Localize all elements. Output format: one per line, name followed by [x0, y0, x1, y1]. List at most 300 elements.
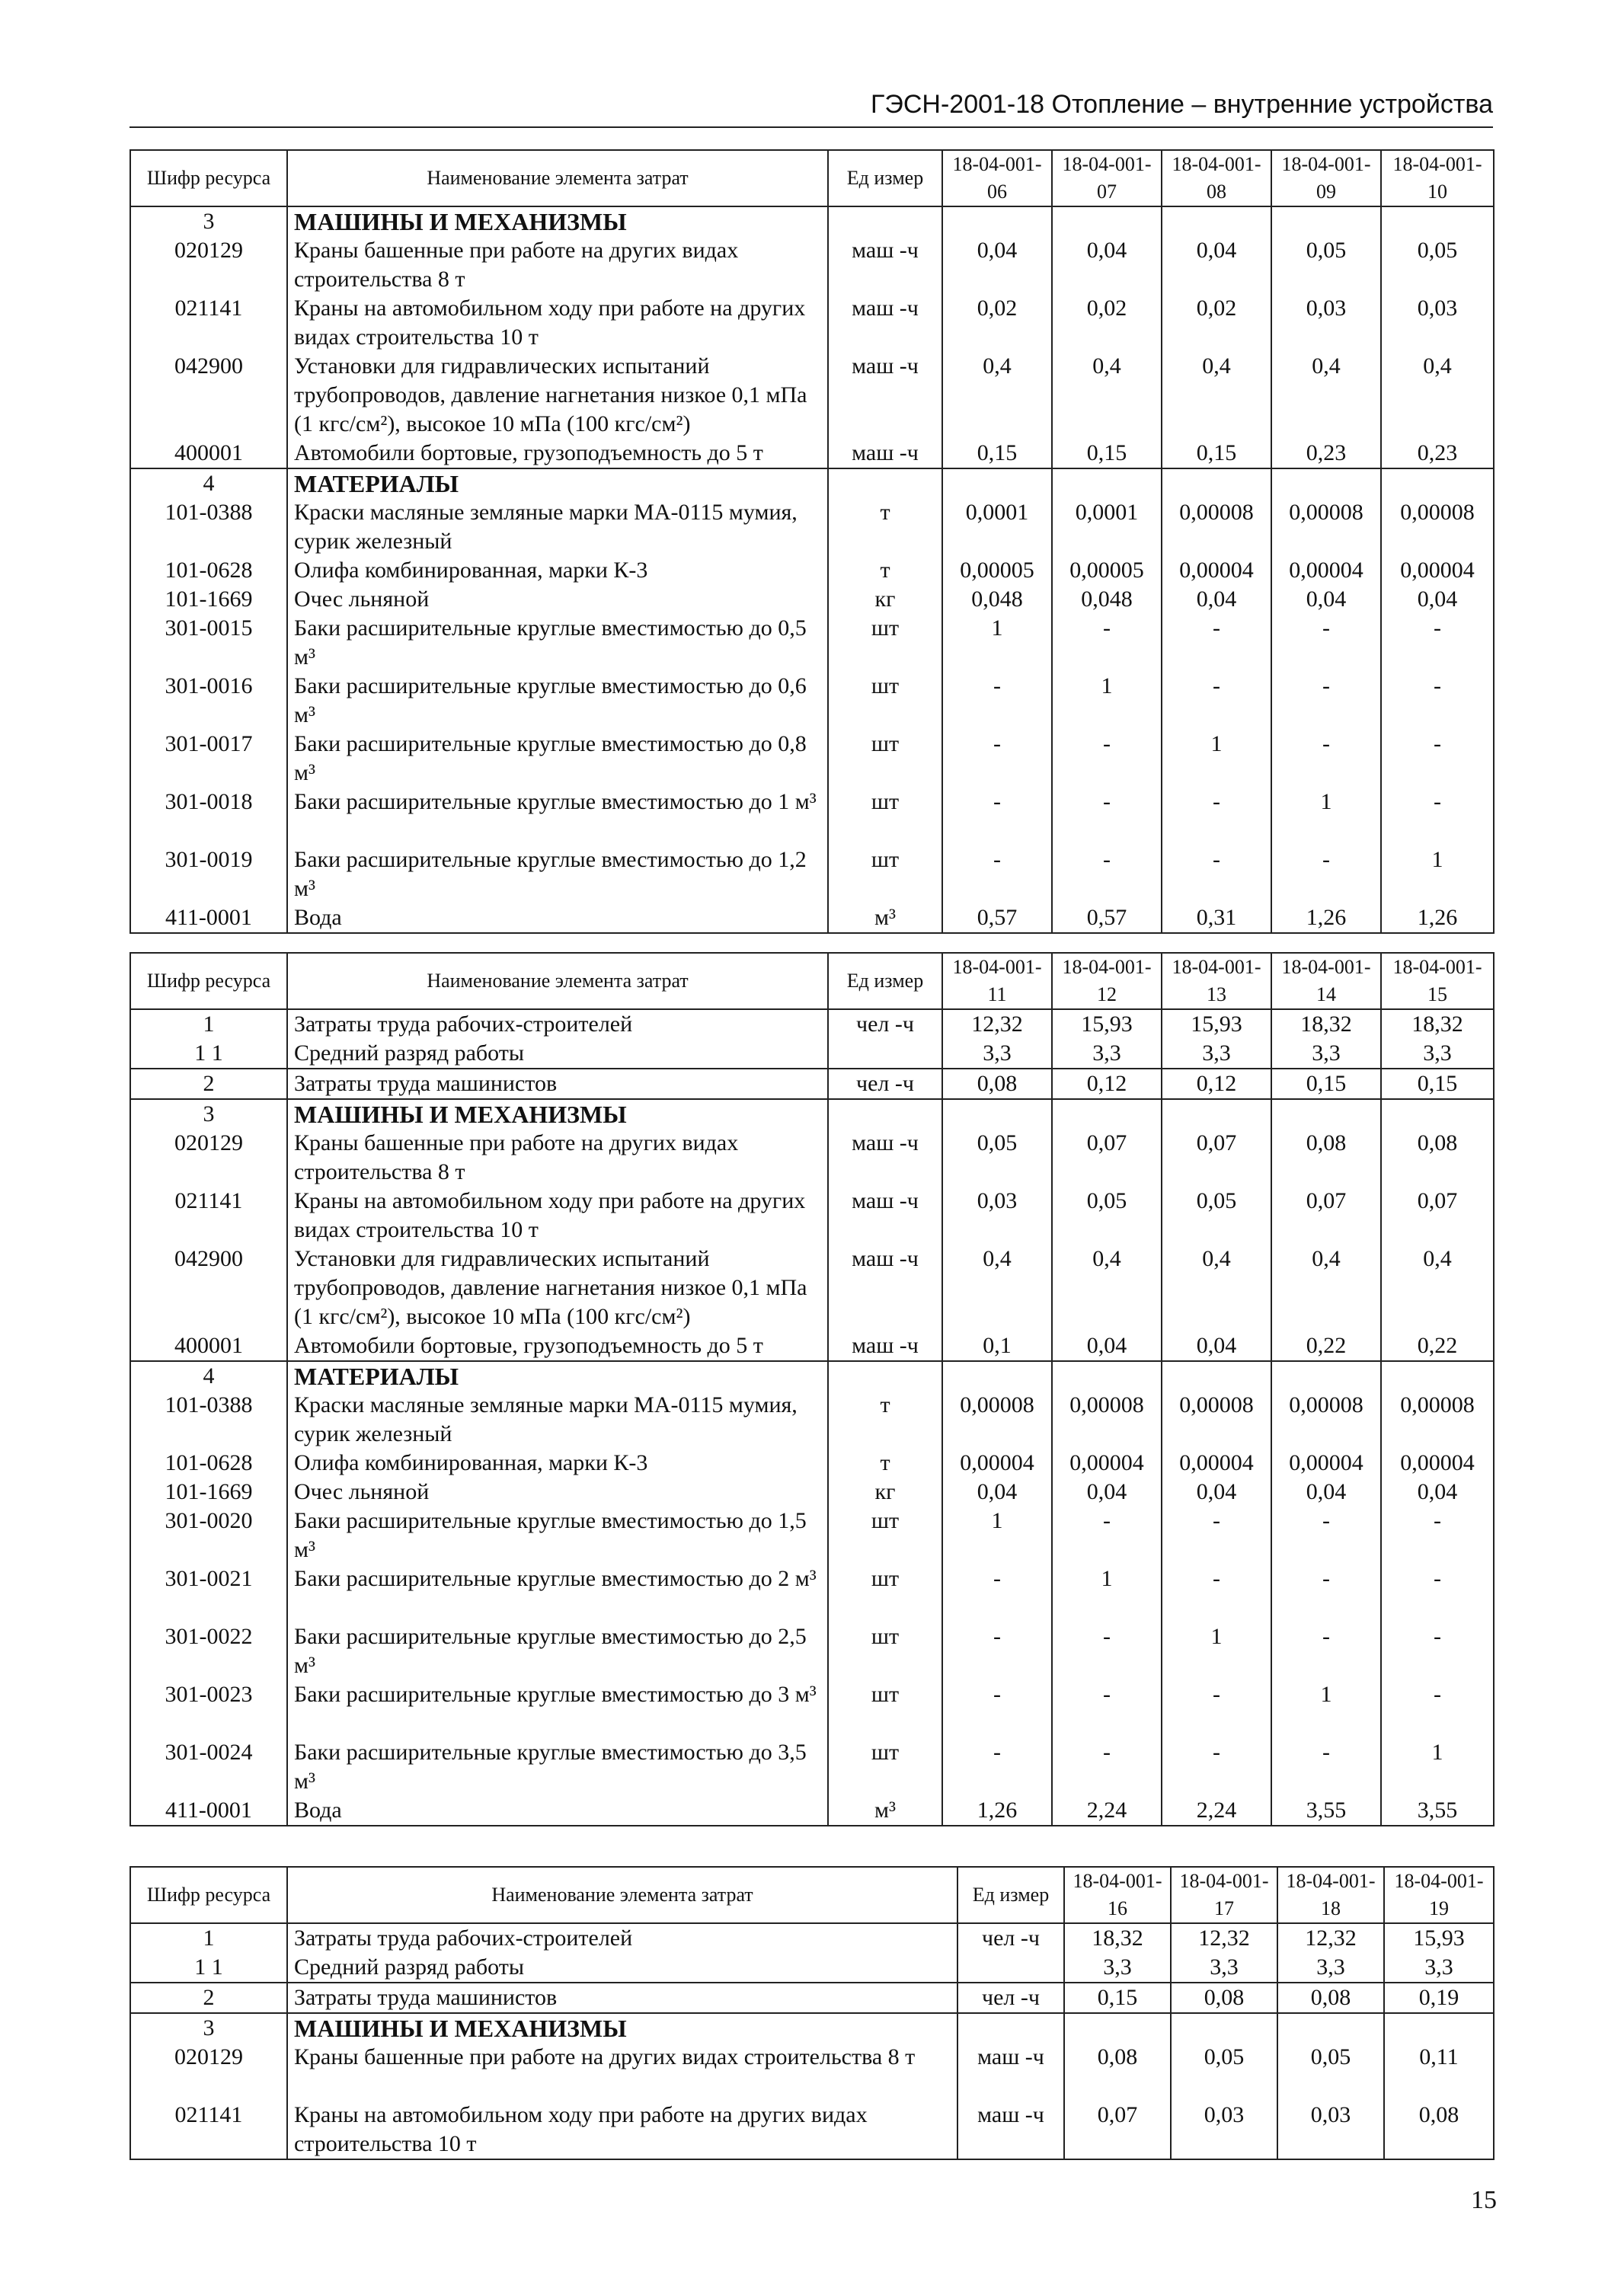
table-row	[130, 1983, 1494, 2013]
value-cell: 1	[1271, 788, 1381, 845]
table-row	[130, 1069, 1494, 1099]
resource-name: Баки расширительные круглые вместимостью до 2,5 м³	[287, 1622, 828, 1680]
value-cell: 0,04	[1052, 1331, 1162, 1361]
resource-code: 020129	[130, 236, 287, 294]
resource-table-1	[129, 149, 1495, 934]
resource-name: Очес льняной	[287, 585, 828, 614]
value-cell: -	[1271, 672, 1381, 730]
value-cell: 0,00004	[1271, 556, 1381, 585]
header-code: Шифр ресурса	[130, 953, 287, 1009]
resource-code: 021141	[130, 2101, 287, 2159]
value-cell: -	[1381, 1680, 1494, 1738]
unit: маш -ч	[828, 1187, 942, 1245]
value-cell: 0,12	[1052, 1069, 1162, 1099]
value-cell: 0,4	[1381, 352, 1494, 439]
value-cell: 1,26	[942, 1796, 1052, 1826]
resource-name: Затраты труда рабочих-строителей	[287, 1923, 957, 1953]
value-cell	[1381, 1099, 1494, 1129]
table-row	[130, 1187, 1494, 1245]
resource-code: 301-0021	[130, 1564, 287, 1622]
resource-code: 042900	[130, 1245, 287, 1331]
resource-table-3	[129, 1866, 1495, 2160]
value-cell: 0,57	[1052, 903, 1162, 933]
unit: шт	[828, 1507, 942, 1564]
value-cell: 0,04	[1381, 1478, 1494, 1507]
value-cell: 3,3	[1052, 1039, 1162, 1069]
unit: чел -ч	[957, 1923, 1064, 1953]
value-cell: 15,93	[1162, 1009, 1271, 1039]
value-cell: 0,04	[942, 1478, 1052, 1507]
resource-name: Вода	[287, 903, 828, 933]
header-col: 18-04-001-13	[1162, 953, 1271, 1009]
value-cell: 0,08	[1271, 1129, 1381, 1187]
value-cell: 0,03	[1277, 2101, 1384, 2159]
unit: маш -ч	[828, 1129, 942, 1187]
value-cell: 0,0001	[942, 498, 1052, 556]
value-cell: -	[1052, 1680, 1162, 1738]
resource-code: 3	[130, 1099, 287, 1129]
value-cell: 0,08	[1381, 1129, 1494, 1187]
resource-code: 400001	[130, 439, 287, 468]
value-cell: 0,08	[1171, 1983, 1277, 2013]
value-cell: 0,02	[1162, 294, 1271, 352]
resource-code: 301-0023	[130, 1680, 287, 1738]
value-cell	[1271, 1099, 1381, 1129]
value-cell: 1	[1162, 730, 1271, 788]
value-cell: 0,07	[1381, 1187, 1494, 1245]
resource-name: Краски масляные земляные марки МА-0115 мумия, сурик железный	[287, 498, 828, 556]
value-cell: 0,08	[1384, 2101, 1494, 2159]
value-cell: 0,57	[942, 903, 1052, 933]
value-cell: -	[1052, 1507, 1162, 1564]
value-cell: 0,04	[1162, 585, 1271, 614]
value-cell: 18,32	[1381, 1009, 1494, 1039]
value-cell: 0,31	[1162, 903, 1271, 933]
value-cell: -	[1052, 788, 1162, 845]
value-cell: -	[1271, 1622, 1381, 1680]
value-cell: -	[1052, 1738, 1162, 1796]
value-cell: -	[1052, 845, 1162, 903]
resource-name: Очес льняной	[287, 1478, 828, 1507]
table-row	[130, 672, 1494, 730]
value-cell	[1052, 468, 1162, 498]
value-cell: 0,00005	[1052, 556, 1162, 585]
resource-name: Баки расширительные круглые вместимостью до 3 м³	[287, 1680, 828, 1738]
unit: маш -ч	[828, 1245, 942, 1331]
value-cell	[942, 1361, 1052, 1391]
table-row	[130, 730, 1494, 788]
resource-code: 301-0017	[130, 730, 287, 788]
value-cell: 0,04	[1271, 585, 1381, 614]
resource-name: Баки расширительные круглые вместимостью до 0,5 м³	[287, 614, 828, 672]
header-col: 18-04-001-11	[942, 953, 1052, 1009]
value-cell: 1	[1052, 672, 1162, 730]
value-cell: 0,00005	[942, 556, 1052, 585]
resource-code: 101-1669	[130, 1478, 287, 1507]
value-cell: 0,07	[1162, 1129, 1271, 1187]
value-cell: 3,3	[942, 1039, 1052, 1069]
value-cell: 0,4	[1271, 1245, 1381, 1331]
header-name: Наименование элемента затрат	[287, 1867, 957, 1923]
resource-name: Автомобили бортовые, грузоподъемность до 5 т	[287, 439, 828, 468]
value-cell: 0,04	[1162, 1331, 1271, 1361]
table-row	[130, 1099, 1494, 1129]
table-row	[130, 1923, 1494, 1953]
value-cell: -	[942, 788, 1052, 845]
header-col: 18-04-001-18	[1277, 1867, 1384, 1923]
value-cell: 0,23	[1271, 439, 1381, 468]
value-cell: 0,05	[942, 1129, 1052, 1187]
value-cell: 0,05	[1271, 236, 1381, 294]
resource-code: 301-0024	[130, 1738, 287, 1796]
resource-code: 021141	[130, 1187, 287, 1245]
table-row	[130, 1796, 1494, 1826]
table-row	[130, 1449, 1494, 1478]
value-cell: 0,07	[1064, 2101, 1171, 2159]
resource-name: Олифа комбинированная, марки К-3	[287, 556, 828, 585]
value-cell: 15,93	[1384, 1923, 1494, 1953]
resource-code: 1	[130, 1009, 287, 1039]
value-cell: 0,00008	[1271, 498, 1381, 556]
value-cell: -	[1271, 1564, 1381, 1622]
unit: шт	[828, 614, 942, 672]
value-cell: -	[1381, 614, 1494, 672]
value-cell	[1271, 468, 1381, 498]
value-cell: 1	[1381, 845, 1494, 903]
table-header-row	[130, 150, 1494, 206]
value-cell	[1171, 2013, 1277, 2043]
value-cell	[1052, 1361, 1162, 1391]
value-cell: -	[942, 1680, 1052, 1738]
section-title: МАШИНЫ И МЕХАНИЗМЫ	[287, 206, 828, 236]
unit	[828, 1099, 942, 1129]
value-cell: -	[942, 1738, 1052, 1796]
resource-code: 101-0388	[130, 498, 287, 556]
unit: шт	[828, 845, 942, 903]
unit: маш -ч	[828, 352, 942, 439]
value-cell: -	[1381, 730, 1494, 788]
table-header-row	[130, 953, 1494, 1009]
value-cell: 0,15	[1271, 1069, 1381, 1099]
resource-code: 101-0628	[130, 1449, 287, 1478]
resource-name: Краны башенные при работе на других видах строительства 8 т	[287, 2043, 957, 2101]
value-cell: -	[942, 730, 1052, 788]
value-cell: -	[1162, 672, 1271, 730]
resource-code: 1	[130, 1923, 287, 1953]
resource-code: 101-1669	[130, 585, 287, 614]
table-row	[130, 1622, 1494, 1680]
value-cell	[1381, 468, 1494, 498]
value-cell: -	[1052, 730, 1162, 788]
resource-code: 301-0016	[130, 672, 287, 730]
value-cell: 0,0001	[1052, 498, 1162, 556]
unit: шт	[828, 1738, 942, 1796]
resource-name: Средний разряд работы	[287, 1039, 828, 1069]
value-cell: 3,3	[1384, 1953, 1494, 1983]
value-cell: 3,3	[1277, 1953, 1384, 1983]
table-row	[130, 1331, 1494, 1361]
resource-name: Установки для гидравлических испытаний трубопроводов, давление нагнетания низкое 0,1 мПа (1 кгс/см²), высокое 10 мПа (100 кгс/см²)	[287, 352, 828, 439]
value-cell: 0,4	[942, 1245, 1052, 1331]
value-cell: 3,3	[1271, 1039, 1381, 1069]
value-cell: 3,3	[1381, 1039, 1494, 1069]
value-cell: 0,03	[1271, 294, 1381, 352]
value-cell: -	[942, 845, 1052, 903]
header-unit: Ед измер	[957, 1867, 1064, 1923]
value-cell: 0,08	[1064, 2043, 1171, 2101]
resource-name: Краны на автомобильном ходу при работе на других видах строительства 10 т	[287, 294, 828, 352]
value-cell: 0,15	[1064, 1983, 1171, 2013]
value-cell: 0,00008	[942, 1391, 1052, 1449]
value-cell: 0,08	[942, 1069, 1052, 1099]
value-cell: 0,04	[1271, 1478, 1381, 1507]
value-cell	[1052, 206, 1162, 236]
unit: м³	[828, 1796, 942, 1826]
value-cell: 1,26	[1271, 903, 1381, 933]
header-name: Наименование элемента затрат	[287, 150, 828, 206]
unit: шт	[828, 788, 942, 845]
unit: т	[828, 1391, 942, 1449]
value-cell: 1	[1162, 1622, 1271, 1680]
value-cell: -	[1162, 845, 1271, 903]
resource-code: 2	[130, 1983, 287, 2013]
header-col: 18-04-001-06	[942, 150, 1052, 206]
table-row	[130, 1478, 1494, 1507]
value-cell: 2,24	[1052, 1796, 1162, 1826]
value-cell: 0,05	[1171, 2043, 1277, 2101]
value-cell	[1381, 206, 1494, 236]
unit	[957, 2013, 1064, 2043]
unit: чел -ч	[828, 1009, 942, 1039]
table-row	[130, 1680, 1494, 1738]
value-cell: 0,15	[1052, 439, 1162, 468]
header-col: 18-04-001-07	[1052, 150, 1162, 206]
unit	[828, 1039, 942, 1069]
value-cell: 0,00008	[1162, 498, 1271, 556]
unit	[828, 206, 942, 236]
table-row	[130, 585, 1494, 614]
table-row	[130, 1245, 1494, 1331]
resource-code: 101-0628	[130, 556, 287, 585]
value-cell: 0,07	[1271, 1187, 1381, 1245]
table-row	[130, 1738, 1494, 1796]
unit: т	[828, 1449, 942, 1478]
unit: шт	[828, 730, 942, 788]
value-cell: -	[1052, 1622, 1162, 1680]
table-row	[130, 614, 1494, 672]
value-cell: 0,00008	[1162, 1391, 1271, 1449]
table-row	[130, 1507, 1494, 1564]
value-cell: 3,3	[1064, 1953, 1171, 1983]
value-cell: 3,3	[1162, 1039, 1271, 1069]
value-cell: 0,00008	[1271, 1391, 1381, 1449]
unit: чел -ч	[957, 1983, 1064, 2013]
value-cell: 0,04	[1381, 585, 1494, 614]
header-code: Шифр ресурса	[130, 1867, 287, 1923]
header-col: 18-04-001-15	[1381, 953, 1494, 1009]
unit: маш -ч	[828, 236, 942, 294]
header-col: 18-04-001-19	[1384, 1867, 1494, 1923]
resource-name: Олифа комбинированная, марки К-3	[287, 1449, 828, 1478]
value-cell: -	[1381, 788, 1494, 845]
resource-name: Краны башенные при работе на других видах строительства 8 т	[287, 1129, 828, 1187]
unit: т	[828, 556, 942, 585]
value-cell: 0,15	[1381, 1069, 1494, 1099]
resource-name: Средний разряд работы	[287, 1953, 957, 1983]
value-cell: 3,55	[1381, 1796, 1494, 1826]
header-code: Шифр ресурса	[130, 150, 287, 206]
value-cell: 2,24	[1162, 1796, 1271, 1826]
value-cell	[1381, 1361, 1494, 1391]
value-cell: -	[1271, 845, 1381, 903]
value-cell: 0,05	[1381, 236, 1494, 294]
value-cell: -	[942, 672, 1052, 730]
value-cell: -	[1162, 1738, 1271, 1796]
resource-name: Затраты труда машинистов	[287, 1069, 828, 1099]
unit: шт	[828, 1564, 942, 1622]
value-cell: 0,00008	[1381, 1391, 1494, 1449]
unit: кг	[828, 585, 942, 614]
resource-code: 2	[130, 1069, 287, 1099]
value-cell: 0,22	[1271, 1331, 1381, 1361]
resource-name: Баки расширительные круглые вместимостью до 3,5 м³	[287, 1738, 828, 1796]
value-cell: 3,3	[1171, 1953, 1277, 1983]
table-row	[130, 845, 1494, 903]
resource-code: 4	[130, 1361, 287, 1391]
table-row	[130, 352, 1494, 439]
value-cell: 0,12	[1162, 1069, 1271, 1099]
value-cell: 0,00004	[1381, 556, 1494, 585]
unit: маш -ч	[957, 2101, 1064, 2159]
resource-code: 3	[130, 206, 287, 236]
value-cell: 0,22	[1381, 1331, 1494, 1361]
value-cell: 0,03	[1381, 294, 1494, 352]
value-cell	[942, 468, 1052, 498]
value-cell: -	[1271, 730, 1381, 788]
value-cell: 18,32	[1064, 1923, 1171, 1953]
value-cell	[1162, 1361, 1271, 1391]
unit	[957, 1953, 1064, 1983]
table-row	[130, 498, 1494, 556]
table-row	[130, 556, 1494, 585]
value-cell: -	[1381, 1507, 1494, 1564]
section-title: МАШИНЫ И МЕХАНИЗМЫ	[287, 1099, 828, 1129]
value-cell	[1064, 2013, 1171, 2043]
value-cell: 12,32	[1277, 1923, 1384, 1953]
value-cell: 0,04	[1052, 1478, 1162, 1507]
value-cell: -	[942, 1564, 1052, 1622]
unit: шт	[828, 1622, 942, 1680]
value-cell: 0,00004	[1052, 1449, 1162, 1478]
resource-name: Краски масляные земляные марки МА-0115 мумия, сурик железный	[287, 1391, 828, 1449]
unit	[828, 1361, 942, 1391]
value-cell: -	[1271, 1738, 1381, 1796]
value-cell: 0,19	[1384, 1983, 1494, 2013]
table-row	[130, 2013, 1494, 2043]
resource-name: Установки для гидравлических испытаний трубопроводов, давление нагнетания низкое 0,1 мПа (1 кгс/см²), высокое 10 мПа (100 кгс/см²)	[287, 1245, 828, 1331]
value-cell: -	[1381, 1622, 1494, 1680]
header-col: 18-04-001-09	[1271, 150, 1381, 206]
resource-name: Баки расширительные круглые вместимостью до 0,8 м³	[287, 730, 828, 788]
value-cell: 1	[1052, 1564, 1162, 1622]
value-cell: 12,32	[942, 1009, 1052, 1039]
resource-code: 301-0022	[130, 1622, 287, 1680]
header-col: 18-04-001-10	[1381, 150, 1494, 206]
resource-name: Краны на автомобильном ходу при работе на других видах строительства 10 т	[287, 1187, 828, 1245]
value-cell: 18,32	[1271, 1009, 1381, 1039]
resource-code: 021141	[130, 294, 287, 352]
value-cell: 1	[942, 614, 1052, 672]
value-cell: 0,05	[1052, 1187, 1162, 1245]
resource-code: 301-0018	[130, 788, 287, 845]
value-cell: 0,08	[1277, 1983, 1384, 2013]
value-cell: 0,00008	[1381, 498, 1494, 556]
value-cell: 1,26	[1381, 903, 1494, 933]
value-cell: 0,03	[942, 1187, 1052, 1245]
table-row	[130, 1361, 1494, 1391]
value-cell: 0,02	[942, 294, 1052, 352]
unit: чел -ч	[828, 1069, 942, 1099]
value-cell: 0,04	[942, 236, 1052, 294]
table-row	[130, 2043, 1494, 2101]
table-header-row	[130, 1867, 1494, 1923]
table-row	[130, 1953, 1494, 1983]
section-title: МАТЕРИАЛЫ	[287, 468, 828, 498]
resource-name: Баки расширительные круглые вместимостью до 2 м³	[287, 1564, 828, 1622]
value-cell: 0,00004	[1381, 1449, 1494, 1478]
value-cell: 0,11	[1384, 2043, 1494, 2101]
header-col: 18-04-001-08	[1162, 150, 1271, 206]
value-cell: -	[1162, 1680, 1271, 1738]
page-number: 15	[1471, 2186, 1497, 2214]
value-cell: 0,4	[1162, 352, 1271, 439]
value-cell: 1	[942, 1507, 1052, 1564]
resource-code: 411-0001	[130, 1796, 287, 1826]
value-cell	[942, 1099, 1052, 1129]
header-col: 18-04-001-16	[1064, 1867, 1171, 1923]
value-cell: 0,4	[1271, 352, 1381, 439]
resource-code: 020129	[130, 2043, 287, 2101]
header-col: 18-04-001-17	[1171, 1867, 1277, 1923]
header-col: 18-04-001-12	[1052, 953, 1162, 1009]
value-cell	[1162, 1099, 1271, 1129]
table-row	[130, 468, 1494, 498]
value-cell	[1162, 468, 1271, 498]
resource-name: Затраты труда рабочих-строителей	[287, 1009, 828, 1039]
resource-code: 101-0388	[130, 1391, 287, 1449]
resource-name: Автомобили бортовые, грузоподъемность до 5 т	[287, 1331, 828, 1361]
section-title: МАШИНЫ И МЕХАНИЗМЫ	[287, 2013, 957, 2043]
running-header: ГЭСН-2001-18 Отопление – внутренние устройства	[129, 84, 1493, 128]
resource-name: Краны башенные при работе на других видах строительства 8 т	[287, 236, 828, 294]
value-cell: -	[1162, 1507, 1271, 1564]
value-cell: -	[1381, 672, 1494, 730]
table-row	[130, 294, 1494, 352]
table-row	[130, 1129, 1494, 1187]
header-name: Наименование элемента затрат	[287, 953, 828, 1009]
resource-code: 400001	[130, 1331, 287, 1361]
resource-name: Баки расширительные круглые вместимостью до 1,5 м³	[287, 1507, 828, 1564]
value-cell: 0,05	[1277, 2043, 1384, 2101]
value-cell: 0,04	[1162, 1478, 1271, 1507]
resource-table-2	[129, 952, 1495, 1826]
header-unit: Ед измер	[828, 953, 942, 1009]
value-cell	[1271, 206, 1381, 236]
unit: маш -ч	[828, 294, 942, 352]
value-cell	[942, 206, 1052, 236]
value-cell: 0,23	[1381, 439, 1494, 468]
value-cell: -	[1271, 614, 1381, 672]
